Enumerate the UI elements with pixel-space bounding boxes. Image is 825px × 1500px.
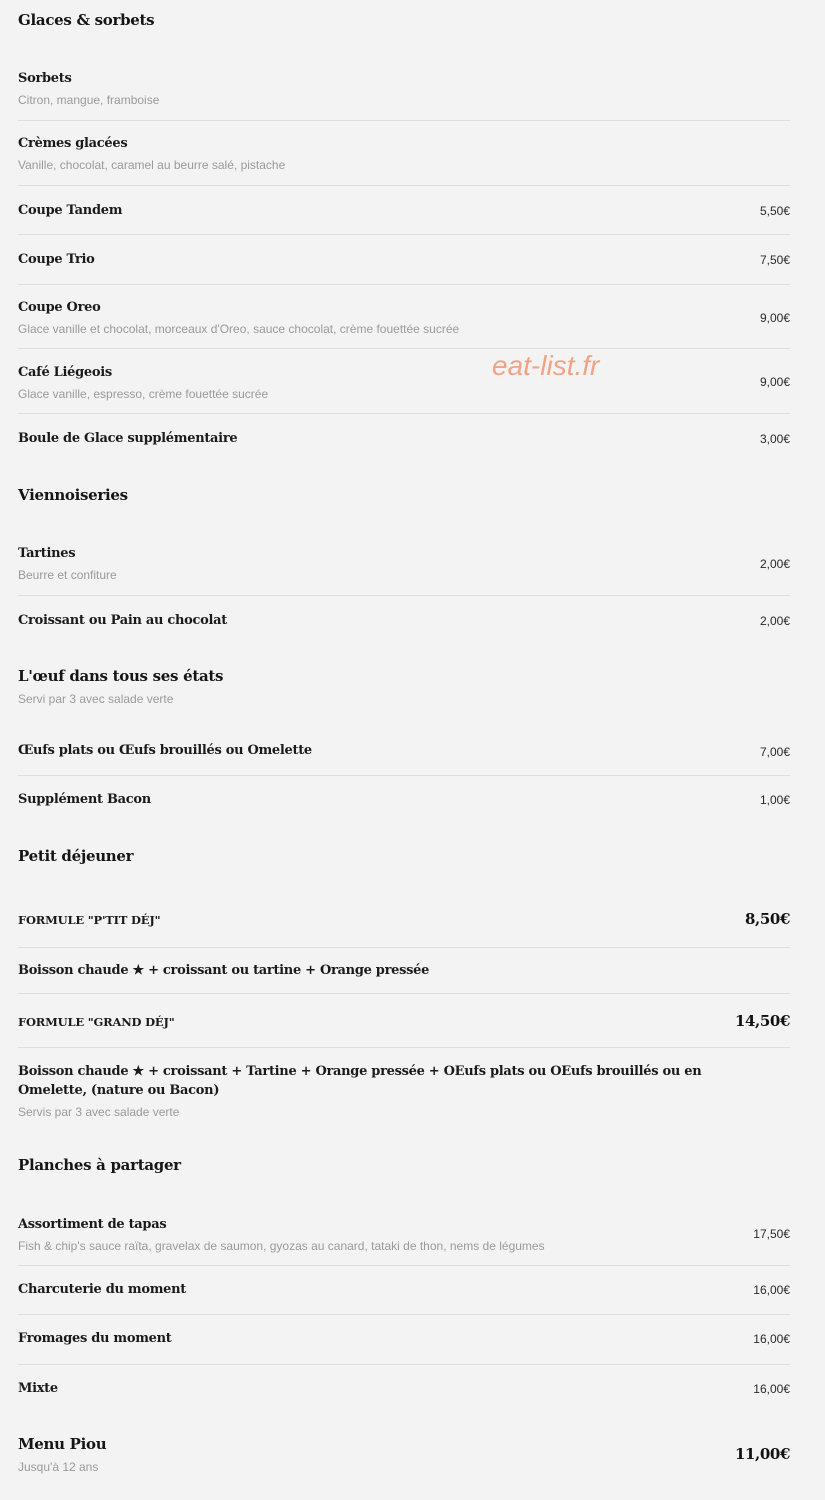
menu-item-supplement-bacon xyxy=(18,776,790,826)
menu-item-formule-ptit-dej xyxy=(18,895,790,948)
section-title-planches: Planches à partager xyxy=(18,1156,181,1174)
watermark: eat-list.fr xyxy=(492,350,600,381)
item-name: Coupe Trio xyxy=(18,252,95,267)
menu-item-ptit-dej-details xyxy=(18,948,790,994)
section-subtitle-menu-piou: Jusqu'à 12 ans xyxy=(18,1460,99,1474)
item-description: Beurre et confiture xyxy=(18,568,117,582)
item-name: Œufs plats ou Œufs brouillés ou Omelette xyxy=(18,743,312,758)
menu-item-croissant xyxy=(18,596,790,646)
item-name: Coupe Oreo xyxy=(18,300,101,315)
item-description: Servis par 3 avec salade verte xyxy=(18,1105,180,1119)
item-name: Assortiment de tapas xyxy=(18,1217,167,1232)
item-name: Boisson chaude ★ + croissant + Tartine + Orange pressée + OEufs plats ou OEufs brouillés ou en Omelette, (nature ou Bacon) xyxy=(18,1064,702,1098)
section-title-viennoiseries: Viennoiseries xyxy=(18,486,128,504)
item-description: Glace vanille, espresso, crème fouettée sucrée xyxy=(18,387,269,401)
item-price: 2,00€ xyxy=(759,557,790,571)
item-name: Fromages du moment xyxy=(18,1331,172,1346)
item-name: FORMULE "P'TIT DÉJ" xyxy=(18,913,161,927)
menu-item-formule-grand-dej xyxy=(18,994,790,1048)
menu-item-oeufs xyxy=(18,728,790,776)
item-description: Fish & chip's sauce raïta, gravelax de saumon, gyozas au canard, tataki de thon, nems de légumes xyxy=(18,1239,545,1253)
item-price: 1,00€ xyxy=(759,793,790,807)
item-price: 7,00€ xyxy=(759,745,790,759)
menu-item-mixte xyxy=(18,1365,790,1415)
item-name: Tartines xyxy=(18,546,76,561)
item-name: Sorbets xyxy=(18,71,72,86)
menu-piou-price: 11,00€ xyxy=(734,1445,790,1463)
item-price: 8,50€ xyxy=(745,910,790,928)
item-price: 5,50€ xyxy=(759,204,790,218)
item-description: Vanille, chocolat, caramel au beurre salé, pistache xyxy=(18,158,286,172)
item-name: FORMULE "GRAND DÉJ" xyxy=(18,1015,175,1029)
item-price: 16,00€ xyxy=(753,1283,790,1297)
item-name: Coupe Tandem xyxy=(18,203,123,218)
section-title-petit-dejeuner: Petit déjeuner xyxy=(18,847,134,865)
section-subtitle-oeuf: Servi par 3 avec salade verte xyxy=(18,692,174,706)
item-price: 7,50€ xyxy=(759,253,790,267)
item-name: Charcuterie du moment xyxy=(18,1282,186,1297)
item-price: 9,00€ xyxy=(759,311,790,325)
menu-item-cafe-liegeois xyxy=(18,349,790,414)
item-price: 16,00€ xyxy=(753,1332,790,1346)
section-title-menu-piou: Menu Piou xyxy=(18,1435,107,1453)
section-title-glaces: Glaces & sorbets xyxy=(18,11,155,29)
menu-item-fromages xyxy=(18,1315,790,1365)
item-price: 17,50€ xyxy=(753,1227,790,1241)
item-name: Mixte xyxy=(18,1381,58,1396)
item-price: 16,00€ xyxy=(753,1382,790,1396)
item-price: 3,00€ xyxy=(759,432,790,446)
item-price: 9,00€ xyxy=(759,375,790,389)
item-name: Crèmes glacées xyxy=(18,136,128,151)
menu-item-tartines xyxy=(18,537,790,596)
item-description: Glace vanille et chocolat, morceaux d'Oreo, sauce chocolat, crème fouettée sucrée xyxy=(18,322,460,336)
menu-item-charcuterie xyxy=(18,1266,790,1315)
item-price: 2,00€ xyxy=(759,614,790,628)
menu-item-assortiment-tapas xyxy=(18,1208,790,1266)
item-name: Boisson chaude ★ + croissant ou tartine + Orange pressée xyxy=(18,963,430,978)
item-price: 14,50€ xyxy=(734,1012,790,1030)
section-title-oeuf: L'œuf dans tous ses états xyxy=(18,667,224,685)
menu-item-sorbets xyxy=(18,62,790,121)
menu-item-grand-dej-details xyxy=(18,1048,790,1130)
item-name: Croissant ou Pain au chocolat xyxy=(18,613,227,628)
menu-item-boule-supplementaire xyxy=(18,414,790,464)
menu-item-coupe-oreo xyxy=(18,285,790,349)
item-name: Supplément Bacon xyxy=(18,792,151,807)
item-description: Citron, mangue, framboise xyxy=(18,93,160,107)
menu-item-coupe-trio xyxy=(18,235,790,285)
menu-item-cremes-glacees xyxy=(18,121,790,186)
menu-item-coupe-tandem xyxy=(18,186,790,235)
item-name: Café Liégeois xyxy=(18,365,112,380)
item-name: Boule de Glace supplémentaire xyxy=(18,431,238,446)
